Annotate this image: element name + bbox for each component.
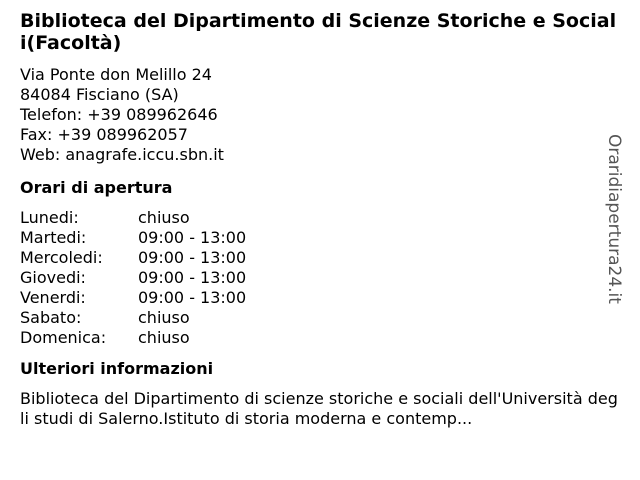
day-label: Sabato: xyxy=(20,308,82,327)
city-address: 84084 Fisciano (SA) xyxy=(20,85,179,104)
day-label: Venerdi: xyxy=(20,288,86,307)
day-hours: chiuso xyxy=(138,308,190,327)
day-label: Mercoledi: xyxy=(20,248,103,267)
hours-row-sunday xyxy=(20,328,620,348)
day-label: Lunedi: xyxy=(20,208,79,227)
hours-row-wednesday xyxy=(20,248,620,268)
day-hours: 09:00 - 13:00 xyxy=(138,228,247,247)
opening-hours-heading: Orari di apertura xyxy=(20,178,173,197)
hours-row-monday xyxy=(20,208,620,228)
opening-hours-table xyxy=(20,208,620,348)
day-hours: 09:00 - 13:00 xyxy=(138,248,247,267)
day-hours: 09:00 - 13:00 xyxy=(138,288,247,307)
phone-number: Telefon: +39 089962646 xyxy=(20,105,218,124)
day-hours: 09:00 - 13:00 xyxy=(138,268,247,287)
day-label: Domenica: xyxy=(20,328,107,347)
more-info-heading: Ulteriori informazioni xyxy=(20,359,214,378)
day-hours: chiuso xyxy=(138,208,190,227)
library-card xyxy=(20,10,620,429)
hours-row-friday xyxy=(20,288,620,308)
hours-row-thursday xyxy=(20,268,620,288)
site-watermark: Oraridiapertura24.it xyxy=(604,134,624,304)
page-title: Biblioteca del Dipartimento di Scienze Storiche e Sociali(Facoltà) xyxy=(20,10,617,54)
day-label: Giovedi: xyxy=(20,268,86,287)
street-address: Via Ponte don Melillo 24 xyxy=(20,65,212,84)
more-info-text: Biblioteca del Dipartimento di scienze storiche e sociali dell'Università degli studi di Salerno.Istituto di storia moderna e contemp... xyxy=(20,389,618,428)
hours-row-tuesday xyxy=(20,228,620,248)
address-block xyxy=(20,65,620,165)
hours-row-saturday xyxy=(20,308,620,328)
website: Web: anagrafe.iccu.sbn.it xyxy=(20,145,224,164)
fax-number: Fax: +39 089962057 xyxy=(20,125,188,144)
day-hours: chiuso xyxy=(138,328,190,347)
day-label: Martedi: xyxy=(20,228,87,247)
